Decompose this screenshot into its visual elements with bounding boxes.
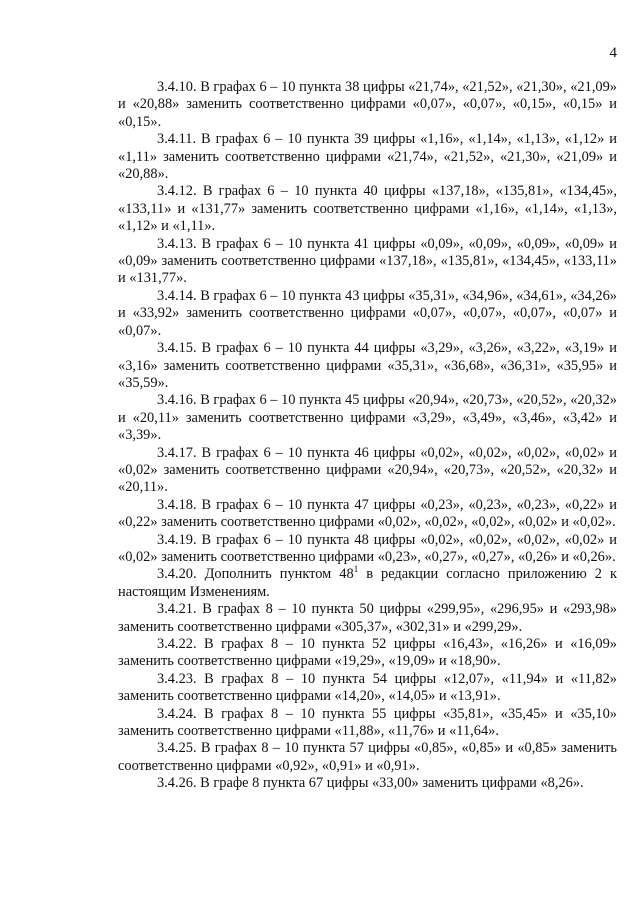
paragraph-3-4-10: 3.4.10. В графах 6 – 10 пункта 38 цифры «21,74», «21,52», «21,30», «21,09» и «20,88» заменить соответственно цифрами «0,07», «0,07», «0,15», «0,15» и «0,15».	[118, 79, 617, 130]
paragraph-3-4-24: 3.4.24. В графах 8 – 10 пункта 55 цифры «35,81», «35,45» и «35,10» заменить соответственно цифрами «11,88», «11,76» и «11,64».	[118, 705, 617, 740]
paragraph-3-4-14: 3.4.14. В графах 6 – 10 пункта 43 цифры «35,31», «34,96», «34,61», «34,26» и «33,92» заменить соответственно цифрами «0,07», «0,07», «0,07», «0,07» и «0,07».	[118, 287, 617, 339]
paragraph-3-4-15: 3.4.15. В графах 6 – 10 пункта 44 цифры «3,29», «3,26», «3,22», «3,19» и «3,16» заменить соответственно цифрами «35,31», «36,68», «36,31», «35,95» и «35,59».	[118, 340, 617, 391]
paragraph-3-4-18: 3.4.18. В графах 6 – 10 пункта 47 цифры «0,23», «0,23», «0,23», «0,22» и «0,22» заменить соответственно цифрами «0,02», «0,02», «0,02», «0,02» и «0,02».	[118, 496, 617, 531]
paragraph-3-4-12: 3.4.12. В графах 6 – 10 пункта 40 цифры «137,18», «135,81», «134,45», «133,11» и «131,77» заменить соответственно цифрами «1,16», «1,14», «1,13», «1,12» и «1,11».	[118, 183, 617, 235]
paragraph-3-4-25: 3.4.25. В графах 8 – 10 пункта 57 цифры «0,85», «0,85» и «0,85» заменить соответственно цифрами «0,92», «0,91» и «0,91».	[118, 740, 617, 774]
paragraph-3-4-13: 3.4.13. В графах 6 – 10 пункта 41 цифры «0,09», «0,09», «0,09», «0,09» и «0,09» заменить соответственно цифрами «137,18», «135,81», «134,45», «133,11» и «131,77».	[118, 235, 617, 287]
paragraph-3-4-20-text-before: 3.4.20. Дополнить пунктом 48	[157, 566, 354, 583]
paragraph-3-4-26: 3.4.26. В графе 8 пункта 67 цифры «33,00» заменить цифрами «8,26».	[157, 775, 584, 792]
paragraph-3-4-22: 3.4.22. В графах 8 – 10 пункта 52 цифры «16,43», «16,26» и «16,09» заменить соответственно цифрами «19,29», «19,09» и «18,90».	[118, 636, 617, 670]
paragraph-3-4-20-text-after: в редакции согласно приложению 2 к настоящим Изменениям.	[118, 566, 617, 600]
paragraph-3-4-20	[118, 566, 617, 601]
paragraph-3-4-11: 3.4.11. В графах 6 – 10 пункта 39 цифры «1,16», «1,14», «1,13», «1,12» и «1,11» заменить соответственно цифрами «21,74», «21,52», «21,30», «21,09» и «20,88».	[118, 131, 617, 183]
paragraph-3-4-17: 3.4.17. В графах 6 – 10 пункта 46 цифры «0,02», «0,02», «0,02», «0,02» и «0,02» заменить соответственно цифрами «20,94», «20,73», «20,52», «20,32» и «20,11».	[118, 444, 617, 496]
paragraph-3-4-23: 3.4.23. В графах 8 – 10 пункта 54 цифры «12,07», «11,94» и «11,82» заменить соответственно цифрами «14,20», «14,05» и «13,91».	[118, 670, 617, 705]
paragraph-3-4-19: 3.4.19. В графах 6 – 10 пункта 48 цифры «0,02», «0,02», «0,02», «0,02» и «0,02» заменить соответственно цифрами «0,23», «0,27», «0,27», «0,26» и «0,26».	[118, 531, 617, 565]
page-number: 4	[609, 45, 617, 61]
document-body	[118, 79, 617, 793]
paragraph-3-4-21: 3.4.21. В графах 8 – 10 пункта 50 цифры «299,95», «296,95» и «293,98» заменить соответственно цифрами «305,37», «302,31» и «299,29».	[118, 601, 617, 635]
paragraph-3-4-16: 3.4.16. В графах 6 – 10 пункта 45 цифры «20,94», «20,73», «20,52», «20,32» и «20,11» заменить соответственно цифрами «3,29», «3,49», «3,46», «3,42» и «3,39».	[118, 392, 617, 444]
superscript-index: 1	[353, 564, 359, 575]
